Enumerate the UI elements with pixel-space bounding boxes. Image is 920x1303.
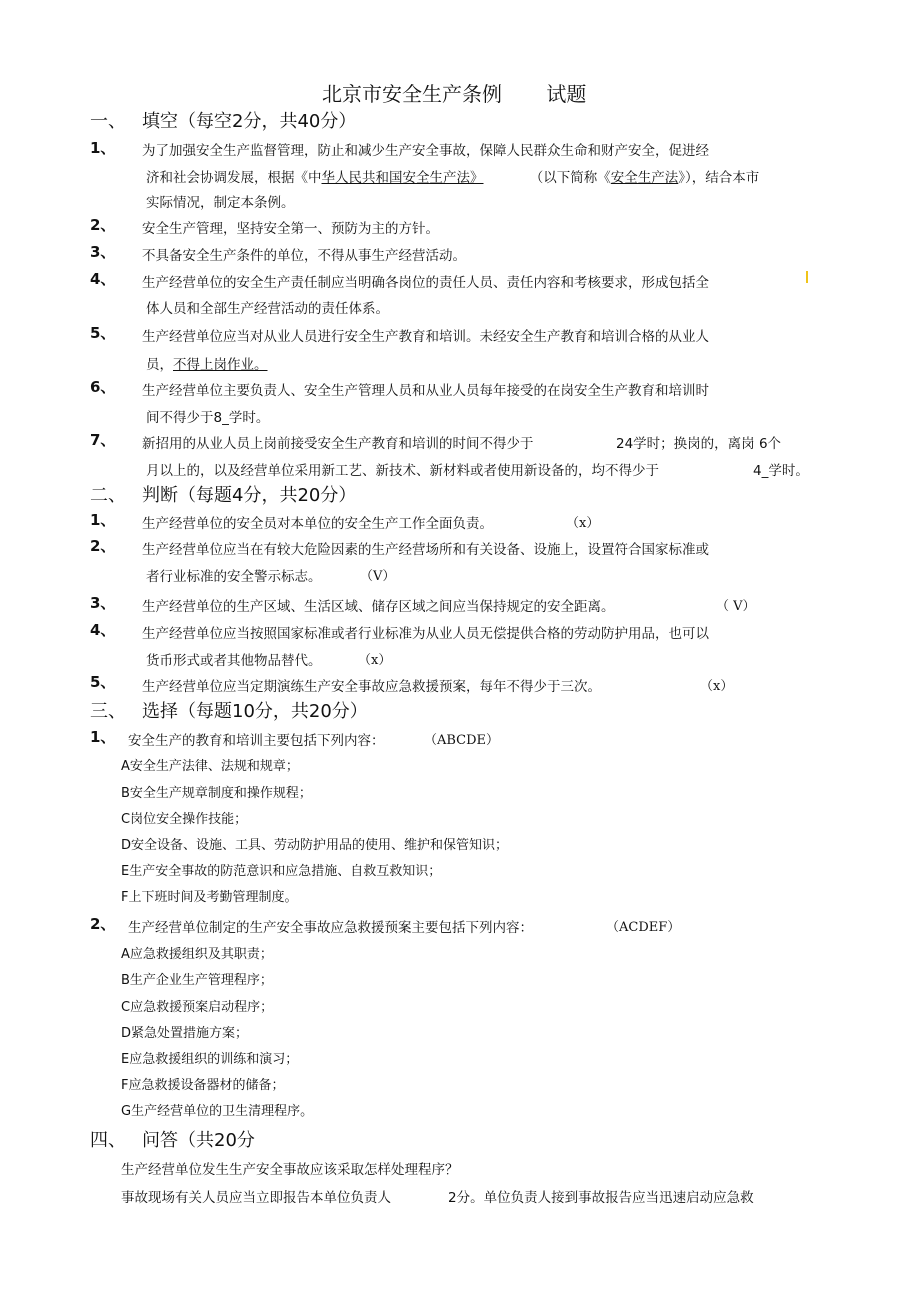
fill-7-line1b: 24学时；换岗的，离岗 6个 xyxy=(616,436,782,452)
fill-1-l2e: 》），结合本市 xyxy=(678,170,760,186)
judge-3-answer: （ V） xyxy=(716,599,756,614)
fill-6-line2: 间不得少于8_学时。 xyxy=(146,410,270,426)
fill-7-line2b: 4_学时。 xyxy=(753,463,809,479)
section-3-number: 三、 xyxy=(90,701,126,722)
judge-5-answer: （x） xyxy=(700,679,734,694)
choice-1-option-d: D安全设备、设施、工具、劳动防护用品的使用、维护和保管知识； xyxy=(121,838,509,853)
judge-2-answer: （V） xyxy=(360,569,396,584)
fill-1-blank-law: 华人民共和国安全生产法》 xyxy=(321,170,484,186)
fill-4-number: 4、 xyxy=(90,270,116,288)
qa-answer-part2: 2分。单位负责人接到事故报告应当迅速启动应急救 xyxy=(448,1190,754,1206)
judge-3-line1: 生产经营单位的生产区域、生活区域、储存区域之间应当保持规定的安全距离。 xyxy=(142,599,615,615)
judge-2-number: 2、 xyxy=(90,537,116,555)
fill-5-blank: 不得上岗作业。 xyxy=(173,357,268,373)
fill-5-number: 5、 xyxy=(90,324,116,342)
choice-1-answer: （ABCDE） xyxy=(424,733,500,748)
qa-question: 生产经营单位发生生产安全事故应该采取怎样处理程序？ xyxy=(121,1162,459,1178)
fill-6-line1: 生产经营单位主要负责人、安全生产管理人员和从业人员每年接受的在岗安全生产教育和培训时 xyxy=(142,383,709,399)
judge-4-line2: 货币形式或者其他物品替代。 xyxy=(146,653,322,669)
choice-1-option-f: F上下班时间及考勤管理制度。 xyxy=(121,890,298,905)
choice-2-question: 生产经营单位制定的生产安全事故应急救援预案主要包括下列内容： xyxy=(128,920,533,936)
fill-4-line1: 生产经营单位的安全生产责任制应当明确各岗位的责任人员、责任内容和考核要求，形成包括全 xyxy=(142,275,709,291)
fill-1-blank-short: 安全生产法 xyxy=(610,170,679,186)
fill-4-line2: 体人员和全部生产经营活动的责任体系。 xyxy=(146,301,389,317)
fill-7-line1a: 新招用的从业人员上岗前接受安全生产教育和培训的时间不得少于 xyxy=(142,436,534,452)
fill-1-l2a: 济和社会协调发展，根据《中 xyxy=(146,170,322,186)
judge-1-number: 1、 xyxy=(90,511,116,529)
judge-4-line1: 生产经营单位应当按照国家标准或者行业标准为从业人员无偿提供合格的劳动防护用品，也可以 xyxy=(142,626,709,642)
cursor-mark xyxy=(806,271,808,283)
page-title xyxy=(322,78,586,107)
fill-2-line1: 安全生产管理，坚持安全第一、预防为主的方针。 xyxy=(142,221,439,237)
judge-4-answer: （x） xyxy=(358,653,392,668)
choice-2-option-c: C应急救援预案启动程序； xyxy=(121,1000,274,1015)
choice-1-question: 安全生产的教育和培训主要包括下列内容： xyxy=(128,733,385,749)
section-2-number: 二、 xyxy=(90,485,126,506)
fill-3-number: 3、 xyxy=(90,243,116,261)
section-3-heading: 选择（每题10分，共20分） xyxy=(142,701,368,722)
choice-1-option-a: A安全生产法律、法规和规章； xyxy=(121,759,299,774)
choice-1-option-e: E生产安全事故的防范意识和应急措施、自救互救知识； xyxy=(121,864,442,879)
choice-1-number: 1、 xyxy=(90,728,116,746)
fill-6-number: 6、 xyxy=(90,378,116,396)
fill-7-number: 7、 xyxy=(90,431,116,449)
fill-5-l2a: 员， xyxy=(146,357,173,373)
judge-5-number: 5、 xyxy=(90,673,116,691)
fill-1-l2c: （以下简称《 xyxy=(529,170,611,186)
choice-2-number: 2、 xyxy=(90,915,116,933)
section-1-heading: 填空（每空2分，共40分） xyxy=(142,111,357,132)
judge-1-answer: （x） xyxy=(566,516,600,531)
fill-1-line1: 为了加强安全生产监督管理，防止和减少生产安全事故，保障人民群众生命和财产安全，促进经 xyxy=(142,143,709,159)
judge-4-number: 4、 xyxy=(90,621,116,639)
choice-2-option-e: E应急救援组织的训练和演习； xyxy=(121,1052,299,1067)
judge-2-line2: 者行业标准的安全警示标志。 xyxy=(146,569,322,585)
choice-2-option-f: F应急救援设备器材的储备； xyxy=(121,1078,285,1093)
judge-3-number: 3、 xyxy=(90,594,116,612)
choice-2-option-b: B生产企业生产管理程序； xyxy=(121,973,273,988)
choice-2-option-g: G生产经营单位的卫生清理程序。 xyxy=(121,1104,314,1119)
title-suffix: 试题 xyxy=(546,82,587,106)
fill-1-line2 xyxy=(146,166,759,186)
choice-1-option-c: C岗位安全操作技能； xyxy=(121,812,248,827)
judge-2-line1: 生产经营单位应当在有较大危险因素的生产经营场所和有关设备、设施上，设置符合国家标准或 xyxy=(142,542,709,558)
section-4-number: 四、 xyxy=(90,1130,126,1151)
qa-answer-part1: 事故现场有关人员应当立即报告本单位负责人 xyxy=(121,1190,391,1206)
fill-1-line3: 实际情况，制定本条例。 xyxy=(146,195,295,211)
choice-2-option-d: D紧急处置措施方案； xyxy=(121,1026,249,1041)
choice-1-option-b: B安全生产规章制度和操作规程； xyxy=(121,786,312,801)
section-1-number: 一、 xyxy=(90,111,126,132)
fill-3-line1: 不具备安全生产条件的单位，不得从事生产经营活动。 xyxy=(142,248,466,264)
choice-2-answer: （ACDEF） xyxy=(606,920,681,935)
fill-5-line1: 生产经营单位应当对从业人员进行安全生产教育和培训。未经安全生产教育和培训合格的从业人 xyxy=(142,329,709,345)
fill-1-number: 1、 xyxy=(90,139,116,157)
choice-2-option-a: A应急救援组织及其职责； xyxy=(121,947,273,962)
title-main: 北京市安全生产条例 xyxy=(322,82,502,106)
fill-2-number: 2、 xyxy=(90,216,116,234)
section-4-heading: 问答（共20分 xyxy=(142,1130,255,1151)
fill-7-line2a: 月以上的，以及经营单位采用新工艺、新技术、新材料或者使用新设备的，均不得少于 xyxy=(146,463,659,479)
fill-5-line2 xyxy=(146,353,268,373)
section-2-heading: 判断（每题4分，共20分） xyxy=(142,485,357,506)
judge-5-line1: 生产经营单位应当定期演练生产安全事故应急救援预案，每年不得少于三次。 xyxy=(142,679,601,695)
judge-1-line1: 生产经营单位的安全员对本单位的安全生产工作全面负责。 xyxy=(142,516,493,532)
